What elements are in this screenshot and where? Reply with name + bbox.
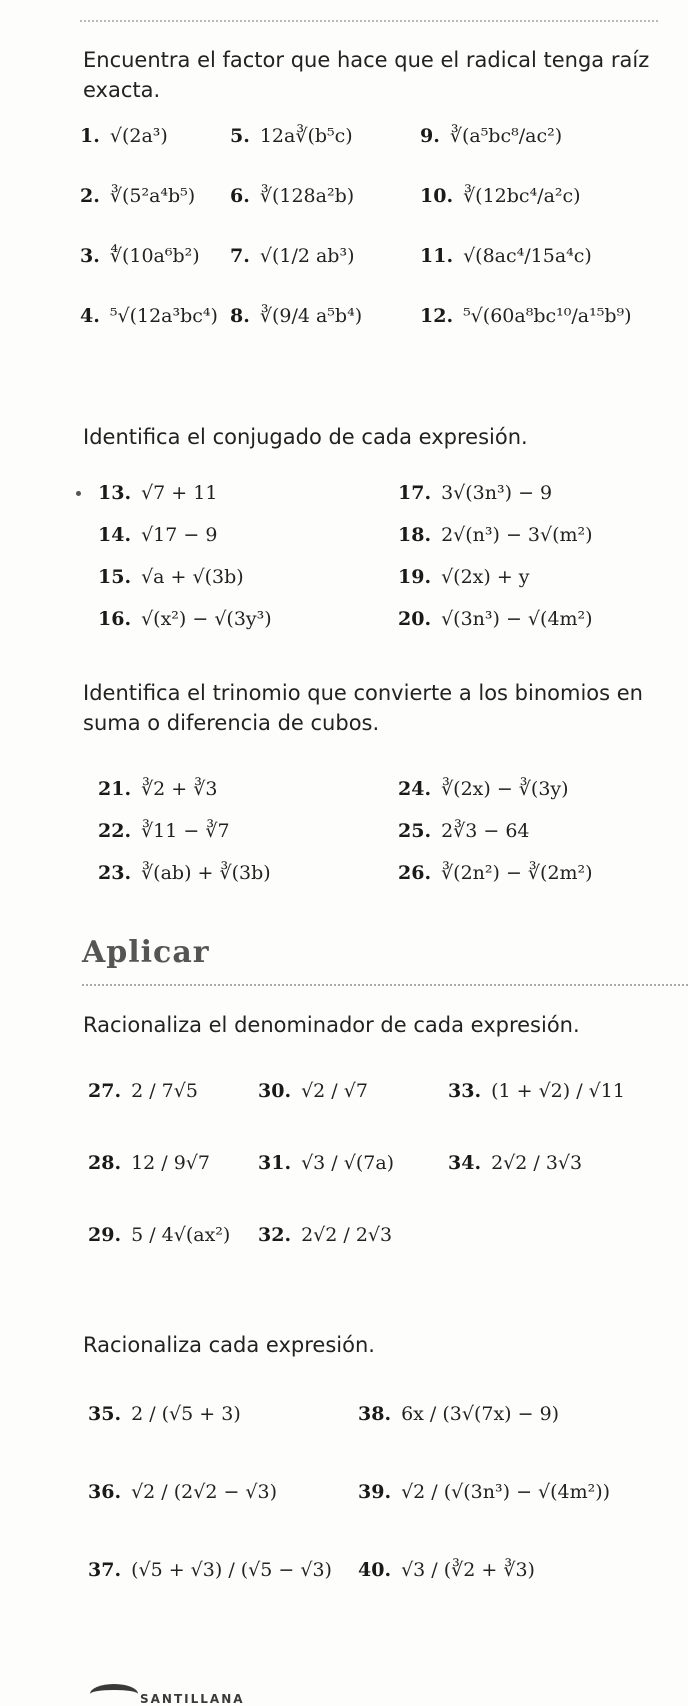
math-expression-16: √(x²) − √(3y³): [141, 608, 272, 630]
math-expression-1: √(2a³): [109, 125, 168, 147]
math-expression-28: 12 / 9√7: [131, 1152, 211, 1174]
exercise-3: 3. ∜(10a⁶b²): [80, 245, 200, 267]
math-expression-20: √(3n³) − √(4m²): [441, 608, 593, 630]
exercise-11: 11. √(8ac⁴/15a⁴c): [420, 245, 592, 267]
exercise-32: 32. 2√2 / 2√3: [258, 1224, 393, 1246]
math-expression-40: √3 / (∛2 + ∛3): [401, 1559, 535, 1581]
math-expression-18: 2√(n³) − 3√(m²): [441, 524, 593, 546]
instruction-2: Identifica el conjugado de cada expresión.: [83, 425, 528, 449]
instruction-3: Identifica el trinomio que convierte a los binomios en suma o diferencia de cubos.: [83, 681, 643, 735]
math-expression-6: ∛(128a²b): [259, 185, 355, 207]
math-expression-9: ∛(a⁵bc⁸/ac²): [449, 125, 563, 147]
logo-swoosh-icon: [90, 1684, 138, 1704]
math-expression-26: ∛(2n²) − ∛(2m²): [441, 862, 593, 884]
math-expression-24: ∛(2x) − ∛(3y): [441, 778, 569, 800]
exercise-31: 31. √3 / √(7a): [258, 1152, 395, 1174]
math-expression-3: ∜(10a⁶b²): [109, 245, 200, 267]
exercise-19: 19. √(2x) + y: [398, 566, 530, 588]
exercise-group-2: [98, 472, 658, 640]
exercise-1: 1. √(2a³): [80, 125, 168, 147]
math-expression-13: √7 + 11: [141, 482, 218, 504]
math-expression-38: 6x / (3√(7x) − 9): [401, 1403, 560, 1425]
exercise-group-1: [80, 106, 680, 346]
exercise-27: 27. 2 / 7√5: [88, 1080, 198, 1102]
exercise-30: 30. √2 / √7: [258, 1080, 368, 1102]
exercise-23: 23. ∛(ab) + ∛(3b): [98, 862, 271, 884]
math-expression-32: 2√2 / 2√3: [301, 1224, 393, 1246]
exercise-29: 29. 5 / 4√(ax²): [88, 1224, 231, 1246]
math-expression-10: ∛(12bc⁴/a²c): [463, 185, 581, 207]
exercise-6: 6. ∛(128a²b): [230, 185, 355, 207]
exercise-24: 24. ∛(2x) − ∛(3y): [398, 778, 569, 800]
exercise-2: 2. ∛(5²a⁴b⁵): [80, 185, 196, 207]
exercise-group-3: [98, 768, 658, 894]
math-expression-12: ⁵√(60a⁸bc¹⁰/a¹⁵b⁹): [463, 305, 632, 327]
math-expression-14: √17 − 9: [141, 524, 218, 546]
exercise-7: 7. √(1/2 ab³): [230, 245, 355, 267]
exercise-28: 28. 12 / 9√7: [88, 1152, 211, 1174]
exercise-36: 36. √2 / (2√2 − √3): [88, 1481, 278, 1503]
math-expression-11: √(8ac⁴/15a⁴c): [463, 245, 592, 267]
exercise-26: 26. ∛(2n²) − ∛(2m²): [398, 862, 593, 884]
math-expression-34: 2√2 / 3√3: [491, 1152, 583, 1174]
exercise-12: 12. ⁵√(60a⁸bc¹⁰/a¹⁵b⁹): [420, 305, 632, 327]
exercise-37: 37. (√5 + √3) / (√5 − √3): [88, 1559, 332, 1581]
math-expression-15: √a + √(3b): [141, 566, 244, 588]
math-expression-27: 2 / 7√5: [131, 1080, 198, 1102]
exercise-21: 21. ∛2 + ∛3: [98, 778, 218, 800]
exercise-8: 8. ∛(9/4 a⁵b⁴): [230, 305, 363, 327]
math-expression-17: 3√(3n³) − 9: [441, 482, 553, 504]
math-expression-33: (1 + √2) / √11: [491, 1080, 625, 1102]
exercise-22: 22. ∛11 − ∛7: [98, 820, 230, 842]
exercise-38: 38. 6x / (3√(7x) − 9): [358, 1403, 560, 1425]
math-expression-31: √3 / √(7a): [301, 1152, 395, 1174]
top-divider: [80, 20, 658, 22]
instruction-4: Racionaliza el denominador de cada expresión.: [83, 1013, 580, 1037]
math-expression-23: ∛(ab) + ∛(3b): [141, 862, 271, 884]
exercise-10: 10. ∛(12bc⁴/a²c): [420, 185, 581, 207]
math-expression-4: ⁵√(12a³bc⁴): [109, 305, 218, 327]
exercise-4: 4. ⁵√(12a³bc⁴): [80, 305, 218, 327]
exercise-9: 9. ∛(a⁵bc⁸/ac²): [420, 125, 563, 147]
exercise-15: 15. √a + √(3b): [98, 566, 244, 588]
exercise-33: 33. (1 + √2) / √11: [448, 1080, 625, 1102]
math-expression-29: 5 / 4√(ax²): [131, 1224, 231, 1246]
margin-dot: [76, 491, 81, 496]
exercise-40: 40. √3 / (∛2 + ∛3): [358, 1559, 535, 1581]
instruction-5: Racionaliza cada expresión.: [83, 1333, 375, 1357]
exercise-35: 35. 2 / (√5 + 3): [88, 1403, 241, 1425]
publisher-name: SANTILLANA: [140, 1692, 245, 1706]
exercise-group-4: [88, 1055, 678, 1271]
math-expression-37: (√5 + √3) / (√5 − √3): [131, 1559, 332, 1581]
exercise-17: 17. 3√(3n³) − 9: [398, 482, 553, 504]
math-expression-36: √2 / (2√2 − √3): [131, 1481, 278, 1503]
math-expression-7: √(1/2 ab³): [259, 245, 355, 267]
exercise-34: 34. 2√2 / 3√3: [448, 1152, 583, 1174]
exercise-14: 14. √17 − 9: [98, 524, 218, 546]
math-expression-25: 2∛3 − 64: [441, 820, 530, 842]
math-expression-2: ∛(5²a⁴b⁵): [109, 185, 196, 207]
instruction-1: Encuentra el factor que hace que el radical tenga raíz exacta.: [83, 48, 650, 102]
math-expression-19: √(2x) + y: [441, 566, 530, 588]
exercise-5: 5. 12a∛(b⁵c): [230, 125, 353, 147]
exercise-20: 20. √(3n³) − √(4m²): [398, 608, 593, 630]
publisher-logo: [90, 1680, 270, 1706]
exercise-18: 18. 2√(n³) − 3√(m²): [398, 524, 593, 546]
exercise-group-5: [88, 1375, 678, 1609]
math-expression-35: 2 / (√5 + 3): [131, 1403, 241, 1425]
math-expression-5: 12a∛(b⁵c): [259, 125, 353, 147]
math-expression-22: ∛11 − ∛7: [141, 820, 230, 842]
section-heading: Aplicar: [82, 935, 210, 970]
section-divider: [82, 984, 688, 986]
exercise-16: 16. √(x²) − √(3y³): [98, 608, 272, 630]
exercise-39: 39. √2 / (√(3n³) − √(4m²)): [358, 1481, 611, 1503]
math-expression-21: ∛2 + ∛3: [141, 778, 218, 800]
exercise-13: 13. √7 + 11: [98, 482, 218, 504]
exercise-25: 25. 2∛3 − 64: [398, 820, 530, 842]
math-expression-30: √2 / √7: [301, 1080, 368, 1102]
math-expression-8: ∛(9/4 a⁵b⁴): [259, 305, 363, 327]
math-expression-39: √2 / (√(3n³) − √(4m²)): [401, 1481, 611, 1503]
